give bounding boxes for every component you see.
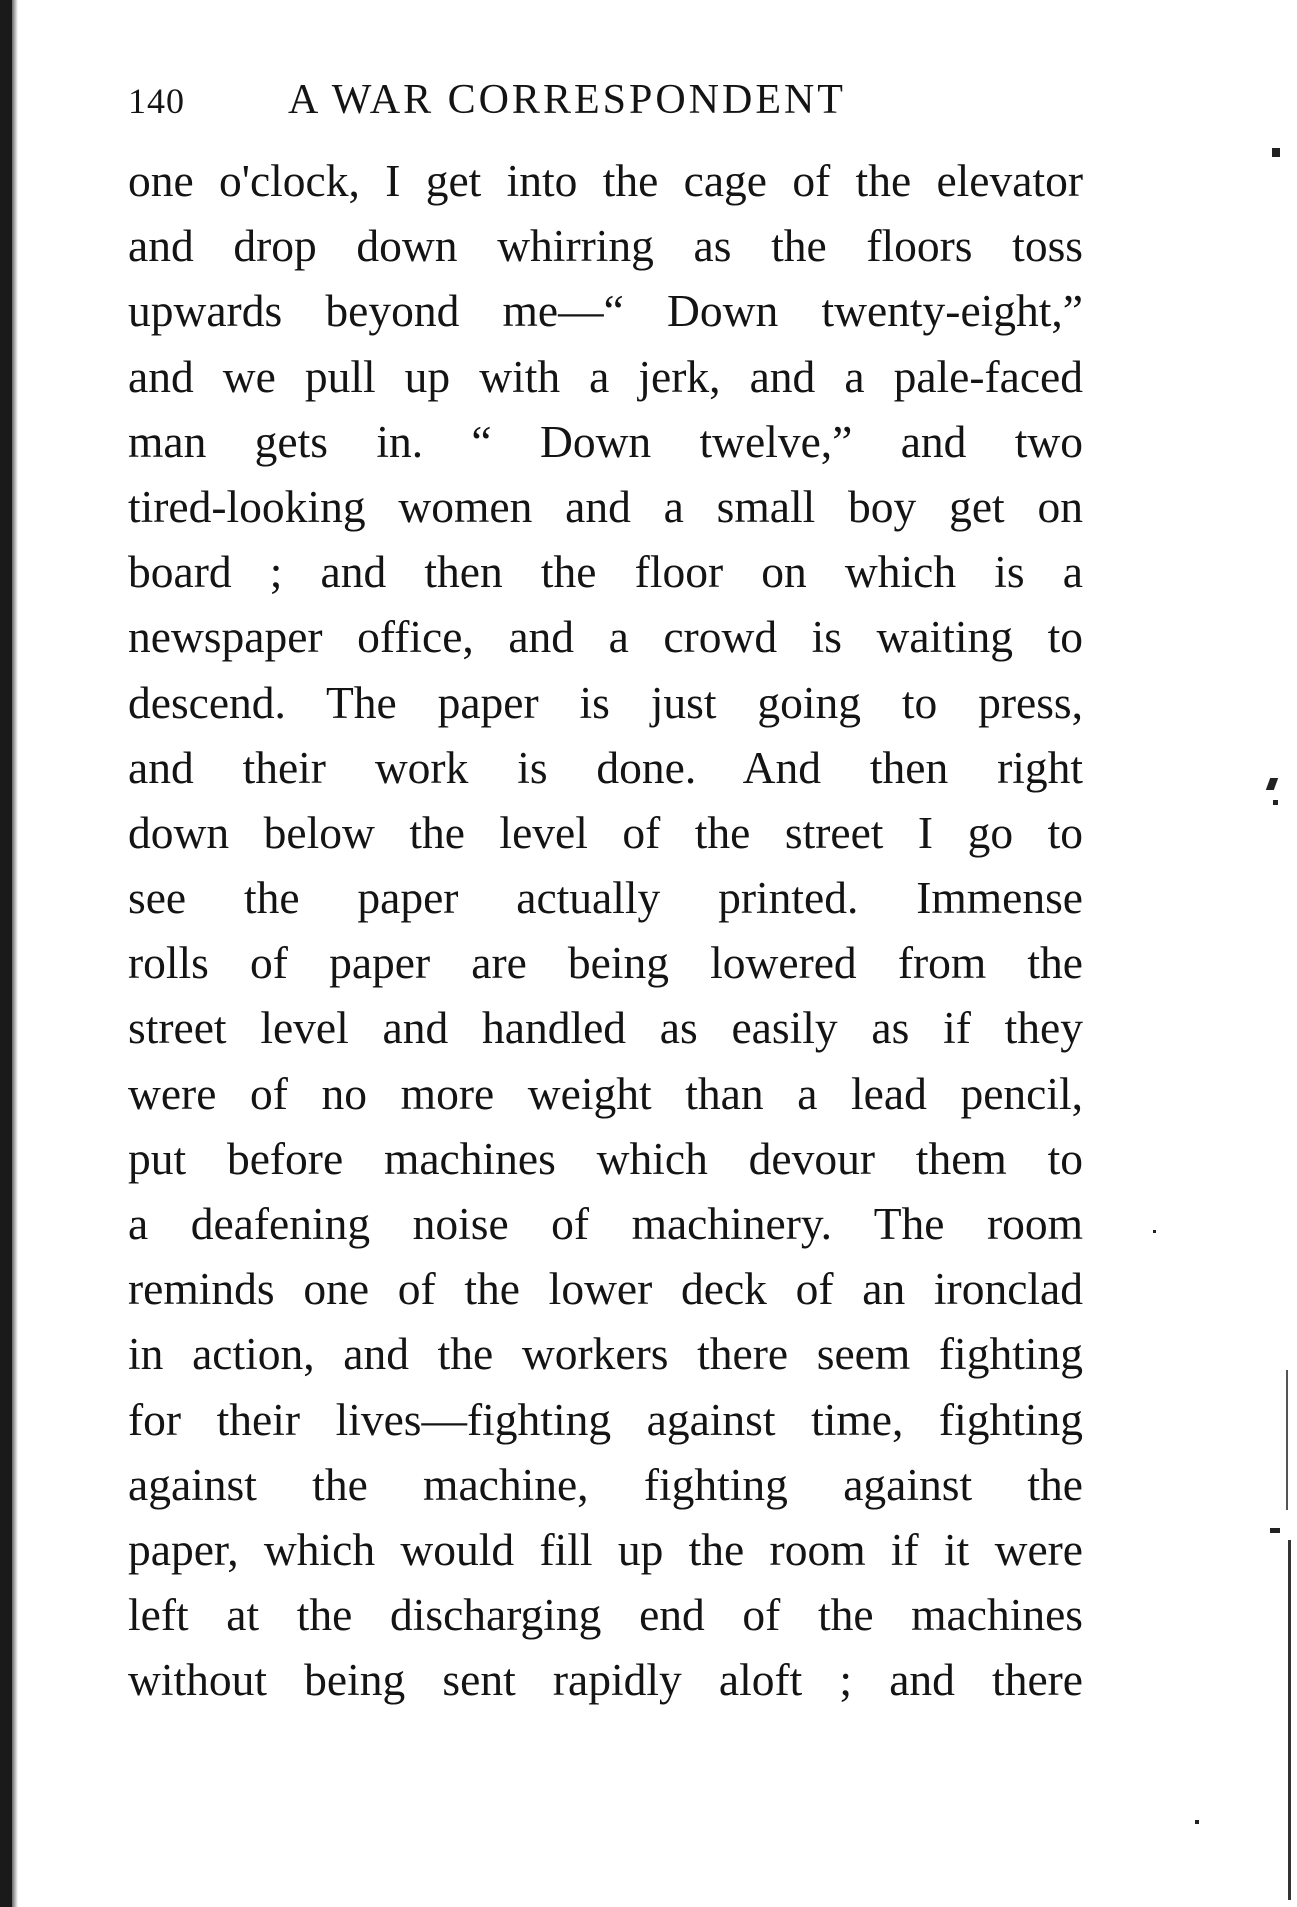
- scan-speck: [1270, 1528, 1280, 1533]
- text-line: for their lives—fighting against time, fighting: [128, 1393, 1083, 1445]
- scan-speck: [1273, 800, 1278, 805]
- text-line: man gets in. “ Down twelve,” and two: [128, 415, 1083, 467]
- text-line: put before machines which devour them to: [128, 1132, 1083, 1184]
- text-line: a deafening noise of machinery. The room: [128, 1198, 1083, 1249]
- text-line: paper, which would fill up the room if it were: [128, 1523, 1083, 1575]
- binding-edge: [0, 0, 12, 1907]
- page-number: 140: [128, 81, 185, 121]
- text-line: see the paper actually printed. Immense: [128, 872, 1083, 924]
- scan-speck: [1266, 778, 1278, 790]
- scan-line: [1286, 1370, 1288, 1510]
- book-page: [128, 76, 1083, 1713]
- binding-shadow: [12, 0, 18, 1907]
- scan-speck: [1153, 1230, 1156, 1233]
- scan-line: [1288, 1540, 1291, 1900]
- text-line: reminds one of the lower deck of an ironclad: [128, 1263, 1083, 1315]
- text-line: street level and handled as easily as if they: [128, 1002, 1083, 1054]
- text-line: were of no more weight than a lead pencil,: [128, 1067, 1083, 1119]
- text-line: one o'clock, I get into the cage of the elevator: [128, 155, 1083, 206]
- running-head: A WAR CORRESPONDENT: [288, 77, 846, 123]
- text-line: left at the discharging end of the machines: [128, 1589, 1083, 1641]
- text-line: down below the level of the street I go to: [128, 806, 1083, 858]
- text-line: tired-looking women and a small boy get on: [128, 480, 1083, 532]
- scan-speck: [1195, 1820, 1199, 1824]
- text-line: and drop down whirring as the floors toss: [128, 220, 1083, 272]
- text-line: board ; and then the floor on which is a: [128, 546, 1083, 598]
- scan-speck: [1272, 148, 1280, 157]
- text-line: newspaper office, and a crowd is waiting to: [128, 611, 1083, 663]
- text-line: rolls of paper are being lowered from the: [128, 937, 1083, 989]
- text-line: upwards beyond me—“ Down twenty-eight,”: [128, 285, 1083, 337]
- text-line: descend. The paper is just going to press,: [128, 676, 1083, 728]
- text-line: in action, and the workers there seem fighting: [128, 1328, 1083, 1380]
- body-text: [128, 148, 1083, 1713]
- page-header: [128, 76, 1083, 136]
- text-line: and we pull up with a jerk, and a pale-faced: [128, 350, 1083, 402]
- text-line: against the machine, fighting against the: [128, 1458, 1083, 1510]
- text-line: and their work is done. And then right: [128, 741, 1083, 793]
- text-line: without being sent rapidly aloft ; and there: [128, 1654, 1083, 1706]
